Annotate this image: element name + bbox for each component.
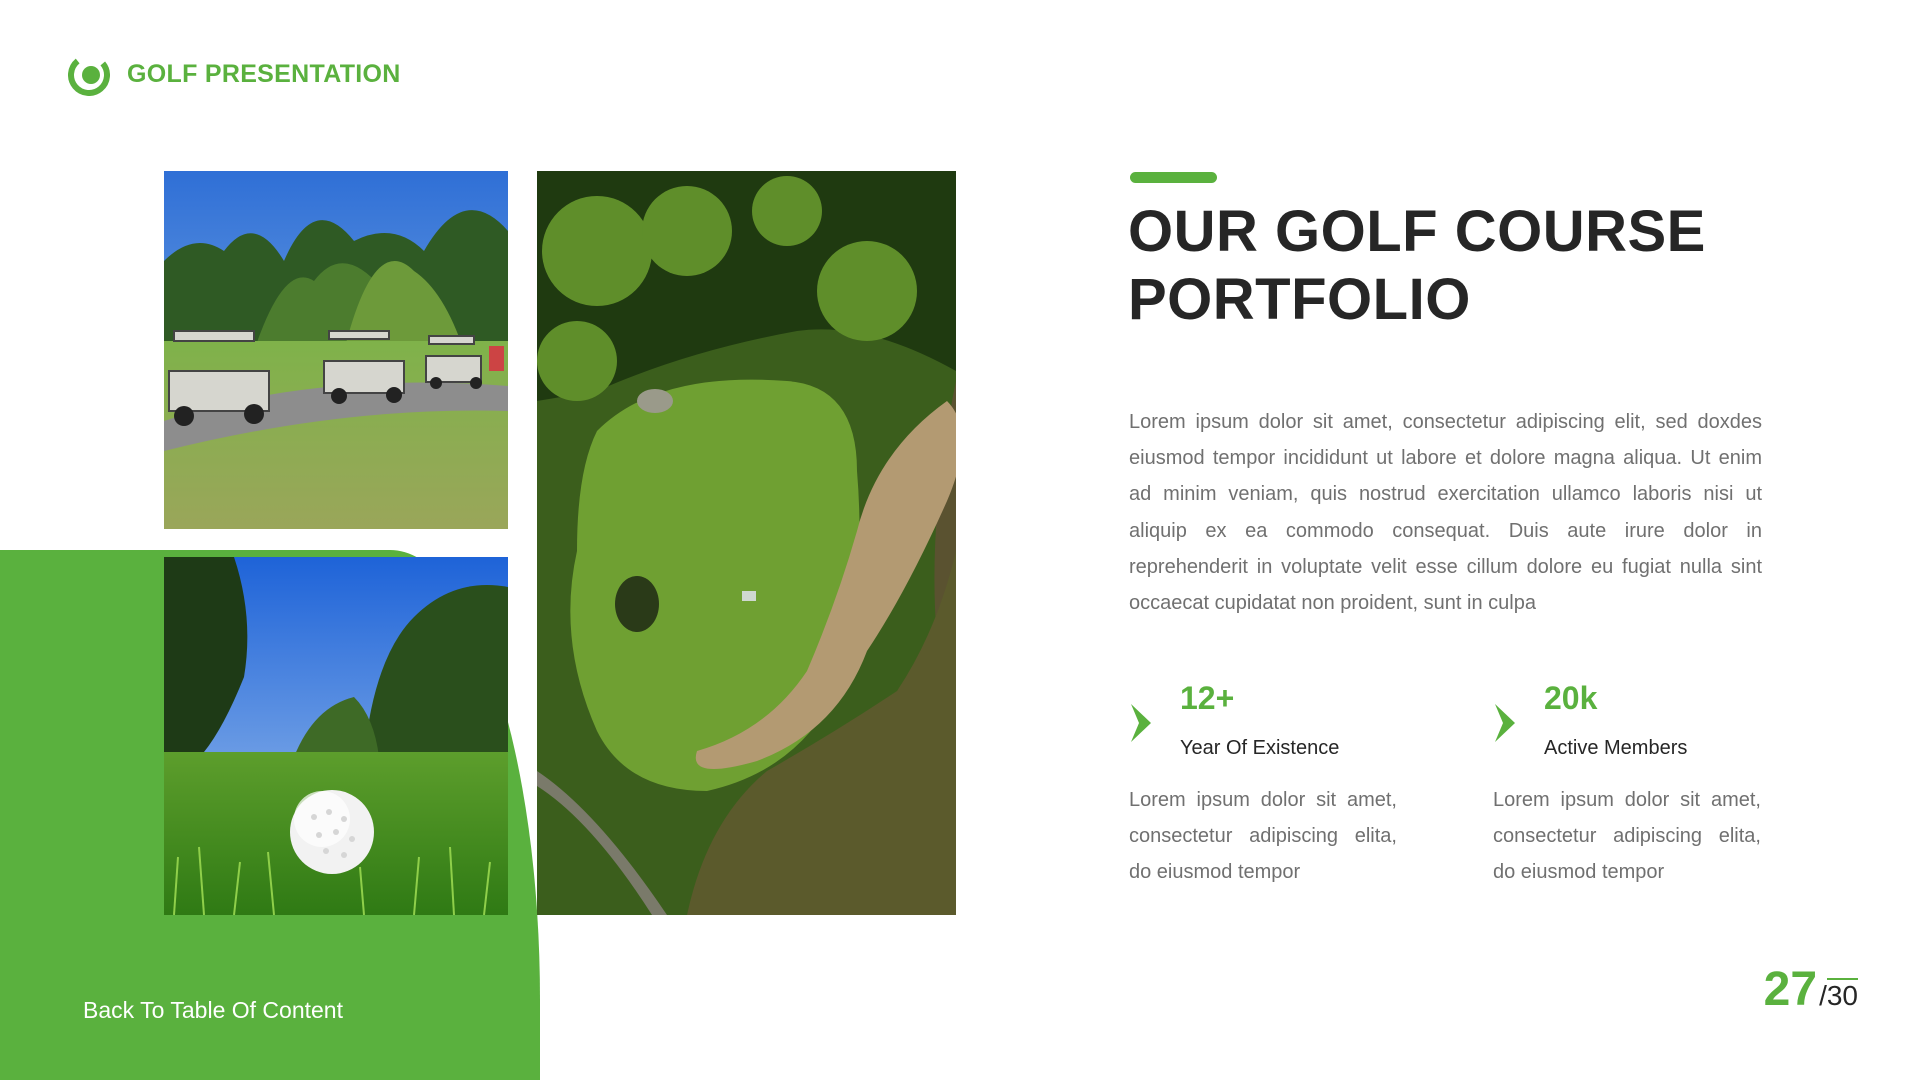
golf-carts-photo (164, 171, 508, 529)
chevron-right-icon (1129, 702, 1153, 744)
stat-description: Lorem ipsum dolor sit amet, consectetur adipiscing elita, do eiusmod tempor (1493, 789, 1761, 883)
stat-description: Lorem ipsum dolor sit amet, consectetur adipiscing elita, do eiusmod tempor (1129, 789, 1397, 883)
title-accent-bar (1130, 172, 1217, 183)
aerial-course-photo (537, 171, 956, 915)
page-number (1763, 963, 1858, 1016)
stat-value: 20k (1544, 680, 1598, 716)
golf-ball-photo (164, 557, 508, 915)
stat-label: Year Of Existence (1180, 737, 1340, 759)
body-paragraph: Lorem ipsum dolor sit amet, consectetur adipiscing elit, sed doxdes eiusmod tempor incididunt ut labore et dolore magna aliqua. Ut enim ad minim veniam, quis nostrud exercitation ullamco laboris nisi ut aliquip ex ea commodo consequat. Duis aute irure dolor in reprehenderit in voluptate velit esse cillum dolore eu fugiat nulla sint occaecat cupidatat non proident, sunt in culpa (1129, 411, 1762, 615)
stat-label: Active Members (1544, 737, 1688, 759)
page-separator: / (1819, 980, 1827, 1011)
title-line-1: OUR GOLF COURSE (1128, 199, 1706, 264)
stat-value: 12+ (1180, 680, 1235, 716)
title-line-2: PORTFOLIO (1128, 267, 1471, 332)
chevron-right-icon (1493, 702, 1517, 744)
page-title (1128, 198, 1848, 334)
page-total: 30 (1826, 980, 1858, 1011)
page-current: 27 (1763, 963, 1818, 1016)
circle-logo-icon (68, 54, 110, 96)
back-to-toc-link[interactable]: Back To Table Of Content (83, 997, 343, 1023)
brand-title: GOLF PRESENTATION (127, 60, 401, 88)
